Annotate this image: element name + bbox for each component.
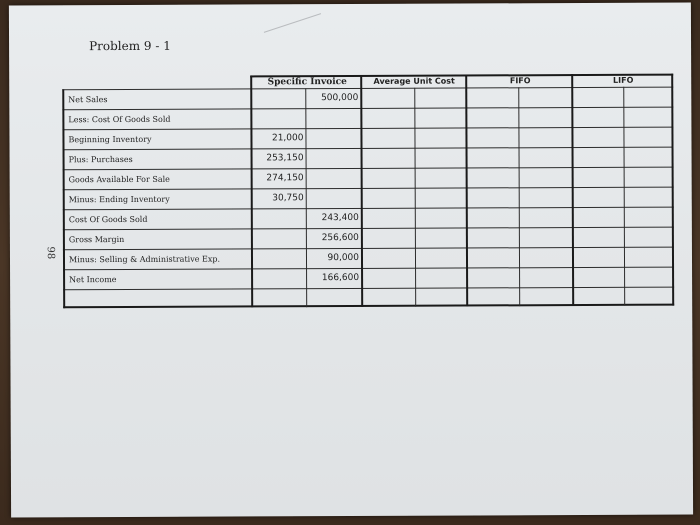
grid-line — [63, 247, 674, 251]
grid-line — [63, 147, 674, 151]
grid-line — [62, 87, 673, 91]
cell-beginning-inventory: 21,000 — [271, 133, 304, 144]
cell-gross-margin: 256,600 — [321, 232, 359, 244]
grid-line — [62, 107, 673, 111]
cell-selling-admin: 90,000 — [327, 252, 360, 264]
cell-net-income: 166,600 — [321, 272, 360, 284]
grid-line — [571, 74, 574, 306]
grid-line — [63, 227, 674, 231]
row-label-purchases: Plus: Purchases — [68, 154, 133, 165]
grid-line — [360, 75, 363, 307]
row-label-selling-admin: Minus: Selling & Administrative Exp. — [68, 254, 221, 265]
page-title: Problem 9 - 1 — [89, 38, 171, 54]
column-header-fifo: FIFO — [509, 76, 531, 86]
grid-line — [518, 87, 520, 306]
column-header-lifo: LIFO — [613, 75, 634, 85]
grid-line — [465, 74, 468, 306]
row-label-ending-inventory: Minus: Ending Inventory — [68, 194, 170, 205]
grid-line — [671, 74, 674, 306]
grid-line — [63, 304, 674, 309]
grid-line — [623, 87, 625, 306]
cell-ending-inventory: 30,750 — [272, 193, 304, 204]
margin-note: 98 — [44, 246, 56, 260]
worksheet-paper — [9, 3, 693, 518]
cell-purchases: 253,150 — [266, 153, 304, 164]
cell-net-sales: 500,000 — [321, 92, 359, 104]
row-label-beginning-inventory: Beginning Inventory — [68, 134, 152, 145]
grid-line — [63, 167, 674, 171]
grid-line — [414, 88, 416, 307]
cell-goods-available: 274,150 — [266, 173, 304, 184]
row-label-less-cogs: Less: Cost Of Goods Sold — [68, 114, 171, 125]
paper-crease — [264, 13, 324, 42]
row-label-cost-of-goods-sold: Cost Of Goods Sold — [68, 214, 148, 225]
grid-line — [63, 287, 674, 291]
row-label-net-income: Net Income — [69, 275, 117, 285]
cell-cost-of-goods-sold: 243,400 — [321, 212, 359, 224]
grid-line — [305, 88, 307, 307]
column-header-specific-invoice: Specific Invoice — [267, 77, 347, 88]
row-label-net-sales: Net Sales — [68, 95, 108, 105]
income-statement-table — [62, 74, 674, 309]
row-label-goods-available: Goods Available For Sale — [68, 174, 170, 185]
grid-line — [62, 89, 65, 308]
row-label-gross-margin: Gross Margin — [68, 234, 125, 245]
column-header-average-unit-cost: Average Unit Cost — [373, 76, 455, 86]
